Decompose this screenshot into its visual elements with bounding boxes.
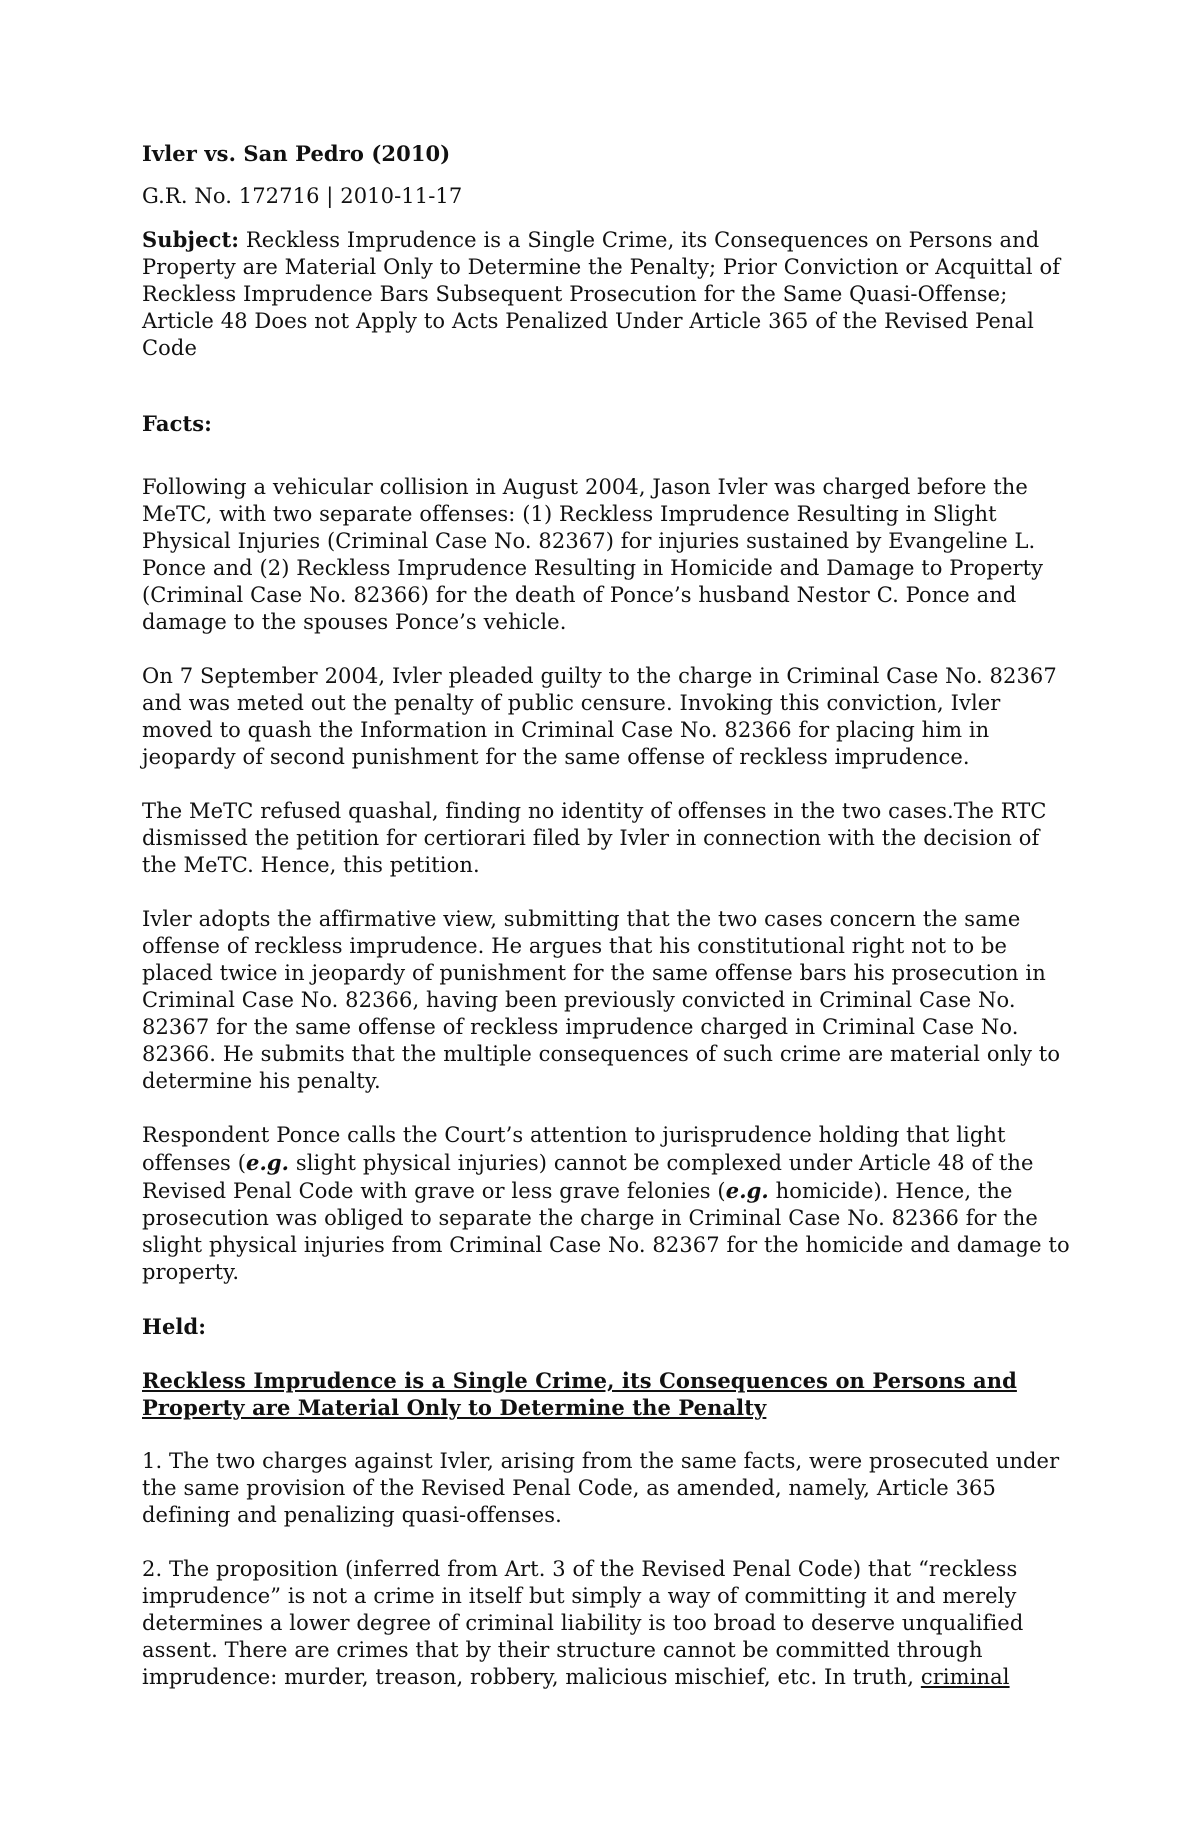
document-page	[142, 140, 1072, 1718]
case-title: Ivler vs. San Pedro (2010)	[142, 141, 451, 166]
held-point	[142, 1556, 1072, 1691]
held-heading: Held:	[142, 1314, 207, 1339]
facts-paragraph: The MeTC refused quashal, finding no identity of offenses in the two cases.The RTC dismissed the petition for certiorari filed by Ivler in connection with the decision of the MeTC. Hence, this petition.	[142, 799, 1047, 877]
held-subheading: Reckless Imprudence is a Single Crime, its Consequences on Persons and Property are Material Only to Determine the Penalty	[142, 1368, 1017, 1420]
held-point-text: 2. The proposition (inferred from Art. 3 of the Revised Penal Code) that “reckless imprudence” is not a crime in itself but simply a way of committing it and merely determines a lower degree of criminal liability is too broad to deserve unqualified assent. There are crimes that by their structure cannot be committed through imprudence: murder, treason, robbery, malicious mischief, etc. In truth,	[142, 1557, 1024, 1689]
eg-abbreviation: e.g.	[725, 1178, 769, 1203]
facts-paragraph: On 7 September 2004, Ivler pleaded guilty to the charge in Criminal Case No. 82367 and was meted out the penalty of public censure. Invoking this conviction, Ivler moved to quash the Information in Criminal Case No. 82366 for placing him in jeopardy of second punishment for the same offense of reckless imprudence.	[142, 664, 1057, 769]
respondent-text-1: Respondent Ponce calls the Court’s attention to jurisprudence holding that light offenses (	[142, 1123, 1006, 1175]
facts-paragraph: Following a vehicular collision in August 2004, Jason Ivler was charged before the MeTC, with two separate offenses: (1) Reckless Imprudence Resulting in Slight Physical Injuries (Criminal Case No. 82367) for injuries sustained by Evangeline L. Ponce and (2) Reckless Imprudence Resulting in Homicide and Damage to Property (Criminal Case No. 82366) for the death of Ponce’s husband Nestor C. Ponce and damage to the spouses Ponce’s vehicle.	[142, 475, 1044, 634]
subject-text: Reckless Imprudence is a Single Crime, its Consequences on Persons and Property are Material Only to Determine the Penalty; Prior Conviction or Acquittal of Reckless Imprudence Bars Subsequent Prosecution for the Same Quasi-Offense; Article 48 Does not Apply to Acts Penalized Under Article 365 of the Revised Penal Code	[142, 228, 1061, 360]
respondent-paragraph	[142, 1122, 1072, 1286]
facts-paragraph: Ivler adopts the affirmative view, submitting that the two cases concern the same offense of reckless imprudence. He argues that his constitutional right not to be placed twice in jeopardy of punishment for the same offense bars his prosecution in Criminal Case No. 82366, having been previously convicted in Criminal Case No. 82367 for the same offense of reckless imprudence charged in Criminal Case No. 82366. He submits that the multiple consequences of such crime are material only to determine his penalty.	[142, 907, 1061, 1093]
respondent-text-2: slight physical injuries) cannot be complexed under Article 48 of the Revised Penal Code with grave or less grave felonies (	[142, 1151, 1034, 1203]
respondent-text-3: homicide). Hence, the prosecution was obliged to separate the charge in Criminal Case No. 82366 for the slight physical injuries from Criminal Case No. 82367 for the homicide and damage to property.	[142, 1179, 1070, 1284]
held-point: 1. The two charges against Ivler, arising from the same facts, were prosecuted under the same provision of the Revised Penal Code, as amended, namely, Article 365 defining and penalizing quasi-offenses.	[142, 1449, 1060, 1527]
underlined-text: criminal	[920, 1665, 1010, 1689]
case-number: G.R. No. 172716 | 2010-11-17	[142, 184, 463, 208]
subject-paragraph	[142, 226, 1072, 362]
subject-label: Subject:	[142, 227, 240, 252]
facts-heading: Facts:	[142, 411, 213, 436]
eg-abbreviation: e.g.	[246, 1150, 290, 1175]
